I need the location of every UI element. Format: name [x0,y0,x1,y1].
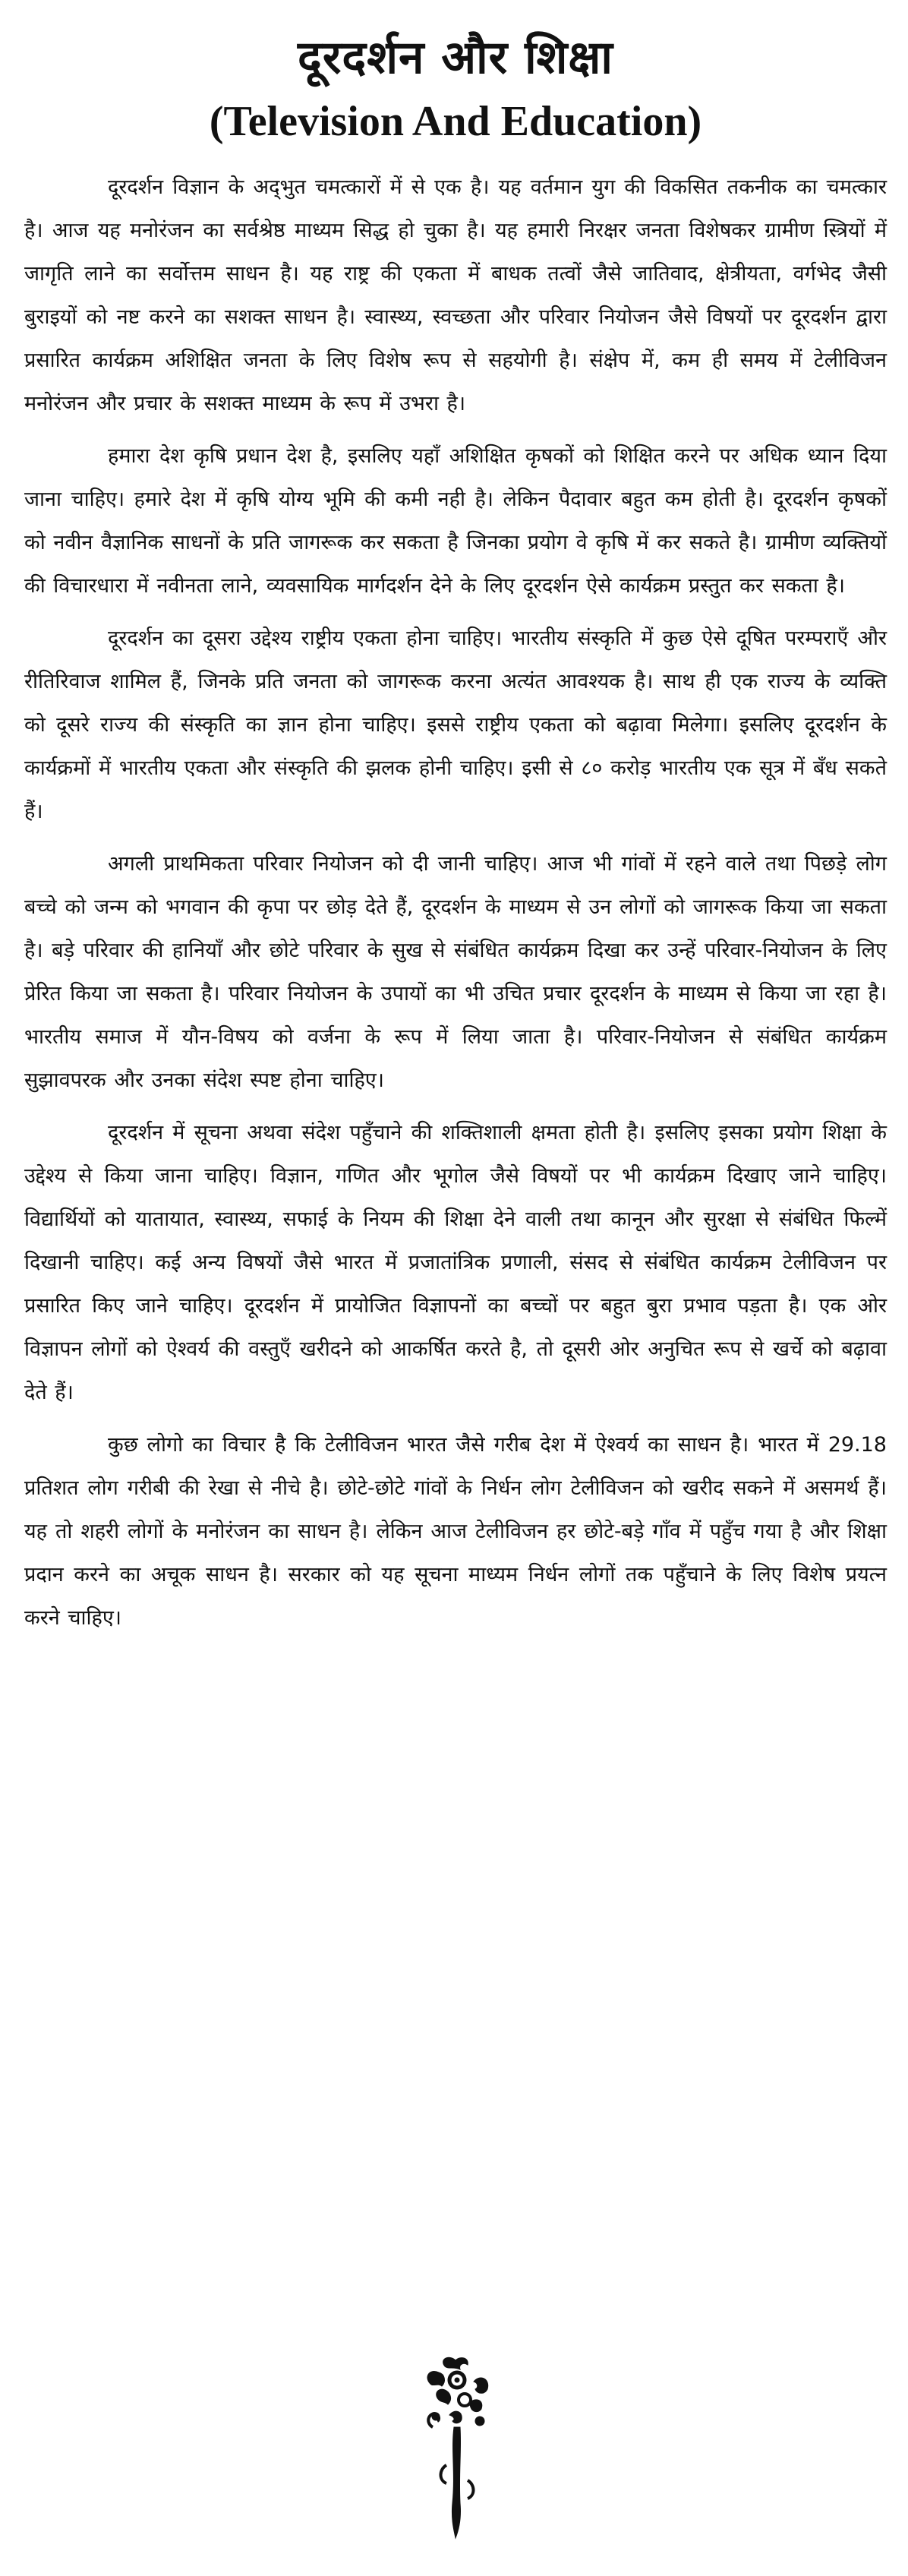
page-subtitle: (Television And Education) [209,98,702,145]
paragraph-3: दूरदर्शन का दूसरा उद्देश्य राष्ट्रीय एकता होना चाहिए। भारतीय संस्कृति में कुछ ऐसे दूषित परम्पराएँ और रीतिरिवाज शामिल हैं, जिनके प्रति जनता को जागरूक करना अत्यंत आवश्यक है। साथ ही एक राज्य के व्यक्ति को दूसरे राज्य की संस्कृति का ज्ञान होना चाहिए। इससे राष्ट्रीय एकता को बढ़ावा मिलेगा। इसलिए दूरदर्शन के कार्यक्रमों में भारतीय एकता और संस्कृति की झलक होनी चाहिए। इसी से ८० करोड़ भारतीय एक सूत्र में बँध सकते हैं। [24,627,887,823]
paragraph-6: कुछ लोगो का विचार है कि टेलीविजन भारत जैसे गरीब देश में ऐश्वर्य का साधन है। भारत में 29.18 प्रतिशत लोग गरीबी की रेखा से नीचे है। छोटे-छोटे गांवों के निर्धन लोग टेलीविजन को खरीद सकने में असमर्थ हैं। यह तो शहरी लोगों के मनोरंजन का साधन है। लेकिन आज टेलीविजन हर छोटे-बड़े गाँव में पहुँच गया है और शिक्षा प्रदान करने का अचूक साधन है। सरकार को यह सूचना माध्यम निर्धन लोगों तक पहुँचाने के लिए विशेष प्रयत्न करने चाहिए। [24,1433,887,1630]
page-title: दूरदर्शन और शिक्षा [298,31,613,84]
paragraph-4: अगली प्राथमिकता परिवार नियोजन को दी जानी चाहिए। आज भी गांवों में रहने वाले तथा पिछड़े लोग बच्चे को जन्म को भगवान की कृपा पर छोड़ देते हैं, दूरदर्शन के माध्यम से उन लोगों को जागरूक किया जा सकता है। बड़े परिवार की हानियाँ और छोटे परिवार के सुख से संबंधित कार्यक्रम दिखा कर उन्हें परिवार-नियोजन के लिए प्रेरित किया जा सकता है। परिवार नियोजन के उपायों का भी उचित प्रचार दूरदर्शन के माध्यम से किया जा रहा है। भारतीय समाज में यौन-विषय को वर्जना के रूप में लिया जाता है। परिवार-नियोजन से संबंधित कार्यक्रम सुझावपरक और उनका संदेश स्पष्ट होना चाहिए। [24,852,887,1092]
floral-ornament-icon [416,2351,500,2541]
essay-body [24,166,887,1640]
paragraph-2: हमारा देश कृषि प्रधान देश है, इसलिए यहाँ अशिक्षित कृषकों को शिक्षित करने पर अधिक ध्यान दिया जाना चाहिए। हमारे देश में कृषि योग्य भूमि की कमी नही है। लेकिन पैदावार बहुत कम होती है। दूरदर्शन कृषकों को नवीन वैज्ञानिक साधनों के प्रति जागरूक कर सकता है जिनका प्रयोग वे कृषि में कर सकते है। ग्रामीण व्यक्तियों की विचारधारा में नवीनता लाने, व्यवसायिक मार्गदर्शन देने के लिए दूरदर्शन ऐसे कार्यक्रम प्रस्तुत कर सकता है। [24,444,887,598]
paragraph-1: दूरदर्शन विज्ञान के अद्‌भुत चमत्कारों में से एक है। यह वर्तमान युग की विकसित तकनीक का चमत्कार है। आज यह मनोरंजन का सर्वश्रेष्ठ माध्यम सिद्ध हो चुका है। यह हमारी निरक्षर जनता विशेषकर ग्रामीण स्त्रियों में जागृति लाने का सर्वोत्तम साधन है। यह राष्ट्र की एकता में बाधक तत्वों जैसे जातिवाद, क्षेत्रीयता, वर्गभेद जैसी बुराइयों को नष्ट करने का सशक्त साधन है। स्वास्थ्य, स्वच्छता और परिवार नियोजन जैसे विषयों पर दूरदर्शन द्वारा प्रसारित कार्यक्रम अशिक्षित जनता के लिए विशेष रूप से सहयोगी है। संक्षेप में, कम ही समय में टेलीविजन मनोरंजन और प्रचार के सशक्त माध्यम के रूप में उभरा है। [24,175,887,415]
paragraph-5: दूरदर्शन में सूचना अथवा संदेश पहुँचाने की शक्तिशाली क्षमता होती है। इसलिए इसका प्रयोग शिक्षा के उद्देश्य से किया जाना चाहिए। विज्ञान, गणित और भूगोल जैसे विषयों पर भी कार्यक्रम दिखाए जाने चाहिए। विद्यार्थियों को यातायात, स्वास्थ्य, सफाई के नियम की शिक्षा देने वाली तथा कानून और सुरक्षा से संबंधित फिल्में दिखानी चाहिए। कई अन्य विषयों जैसे भारत में प्रजातांत्रिक प्रणाली, संसद से संबंधित कार्यक्रम टेलीविजन पर प्रसारित किए जाने चाहिए। दूरदर्शन में प्रायोजित विज्ञापनों का बच्चों पर बहुत बुरा प्रभाव पड़ता है। एक ओर विज्ञापन लोगों को ऐश्वर्य की वस्तुएँ खरीदने को आकर्षित करते है, तो दूसरी ओर अनुचित रूप से खर्चे को बढ़ावा देते हैं। [24,1121,888,1404]
